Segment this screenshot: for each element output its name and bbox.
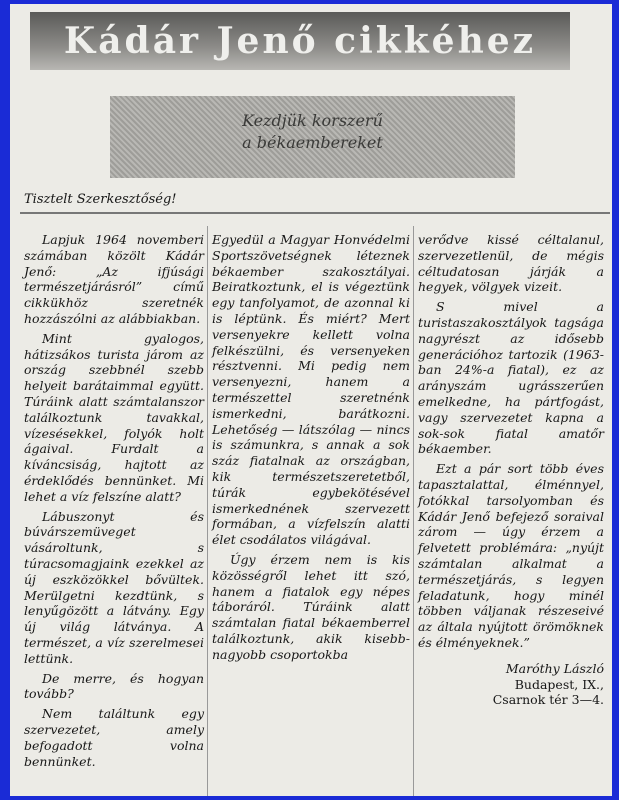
text-column-2	[212, 232, 410, 792]
horizontal-rule	[20, 212, 610, 214]
paragraph: Nem találtunk egy szervezetet, amely befogadott volna bennünket.	[24, 706, 204, 769]
subtitle-line-2: a békaembereket	[242, 133, 383, 152]
text-column-1	[24, 232, 204, 792]
paragraph: Lapjuk 1964 novemberi számában közölt Kádár Jenő: „Az ifjúsági természetjárásról” című cikkükhöz szeretnék hozzászólni az alábbiakban.	[24, 232, 204, 326]
text-column-3	[418, 232, 604, 792]
author-address-line-2: Csarnok tér 3—4.	[492, 692, 604, 708]
paragraph: Úgy érzem nem is kis közösségről lehet itt szó, hanem a fiatalok egy népes táboráról. Túráink alatt számtalan fiatal békaemberrel találkoztunk, akik kisebb-nagyobb csoportokba	[212, 551, 410, 662]
author-address-line-1: Budapest, IX.,	[514, 676, 604, 692]
column-divider	[207, 226, 208, 796]
column-divider	[413, 226, 414, 796]
greeting: Tisztelt Szerkesztőség!	[24, 192, 177, 207]
paragraph: verődve kissé céltalanul, szervezetlenül, de mégis céltudatosan járják a hegyek, völgyek vizeit.	[418, 232, 604, 295]
paragraph: S mivel a turistaszakosztályok tagsága nagyrészt az idősebb generációhoz tartozik (1963-ban 24%-a fiatal), ez az arányszám ugrásszerűen emelkedne, ha pártfogást, vagy szervezetet kapna a sok-sok fiatal amatőr békaember.	[418, 299, 604, 457]
paragraph: Egyedül a Magyar Honvédelmi Sportszövetségnek léteznek békaember szakosztályai. Beiratkoztunk, el is végeztünk egy tanfolyamot, de azonnal ki is léptünk. És miért? Mert versenyekre kellett volna felkészülni, és versenyeken résztvenni. Mi pedig nem versenyezni, hanem a természettel szeretnénk ismerkedni, barátkozni. Lehetőség — látszólag — nincs is számunkra, s annak a sok száz fiatalnak az országban, kik természetszeretetből, túrák egybekötésével ismerkednének szervezett formában, a vízfelszín alatti élet csodálatos világával.	[212, 232, 410, 548]
author-signature: Maróthy László	[505, 660, 604, 676]
article-title: Kádár Jenő cikkéhez	[63, 20, 537, 62]
title-banner	[30, 12, 570, 70]
article-subtitle	[110, 110, 515, 154]
paragraph: De merre, és hogyan tovább?	[24, 670, 204, 702]
paragraph: Ezt a pár sort több éves tapasztalattal, élménnyel, fotókkal tarsolyomban és Kádár Jenő befejező soraival zárom — úgy érzem a felvetett problémára: „nyújt számtalan alkalmat a természetjárás, s legyen feladatunk, hogy minél többen váljanak részeseivé az általa nyújtott örömöknek és élményeknek.”	[418, 461, 604, 650]
newspaper-clipping	[10, 4, 612, 796]
paragraph: Mint gyalogos, hátizsákos turista járom az ország szebbnél szebb helyeit barátaimmal együtt. Túráink alatt számtalanszor találkoztunk tavakkal, vízesésekkel, folyók holt ágaival. Furdalt a kíváncsiság, hajtott az érdeklődés bennünket. Mi lehet a víz felszíne alatt?	[24, 330, 204, 504]
subtitle-line-1: Kezdjük korszerű	[242, 111, 383, 130]
paragraph: Lábuszonyt és búvárszemüveget vásároltunk, s túracsomagjaink ezekkel az új eszközökkel bővültek. Merülgetni kezdtünk, s lenyűgözött a látvány. Egy új világ látványa. A természet, a víz szerelmesei lettünk.	[24, 508, 204, 666]
subtitle-banner	[110, 96, 515, 178]
